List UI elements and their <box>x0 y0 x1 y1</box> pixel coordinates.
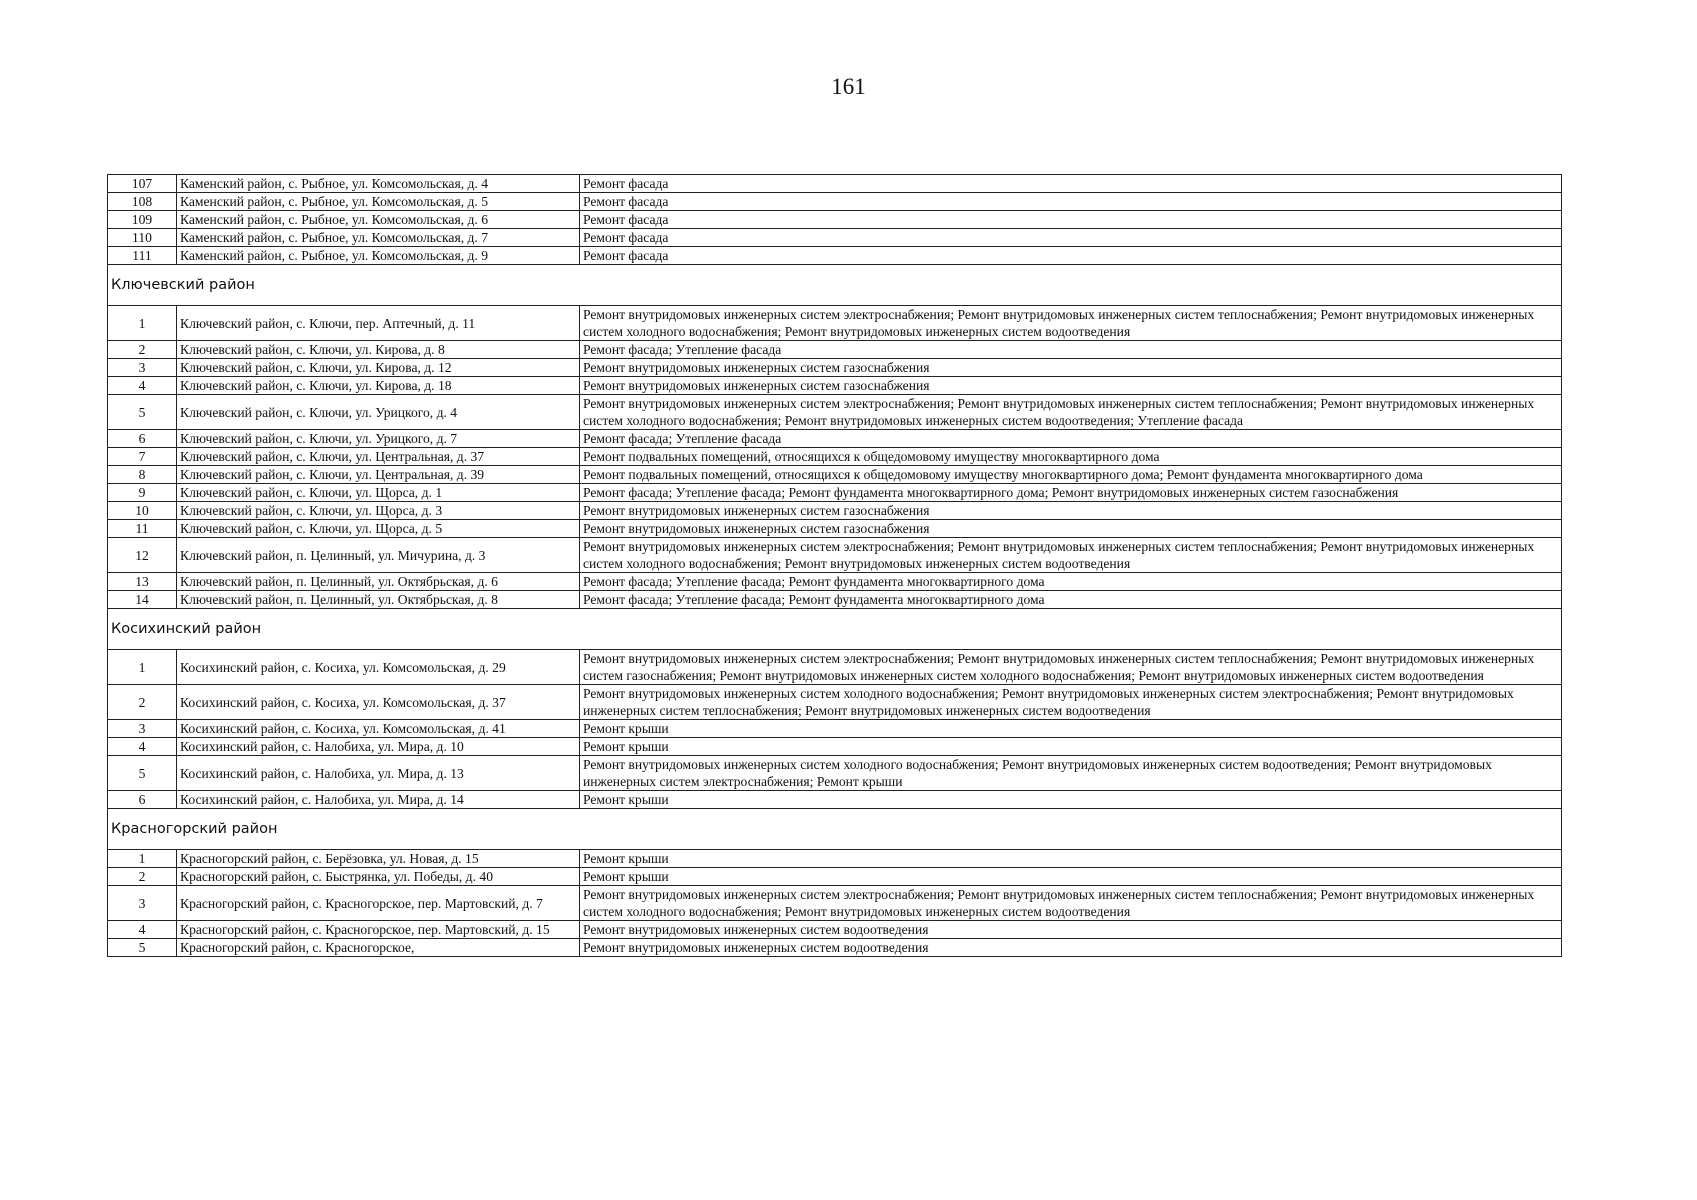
row-number: 2 <box>108 868 177 886</box>
table-row <box>108 538 1562 573</box>
row-address: Ключевский район, с. Ключи, ул. Кирова, д. 8 <box>177 341 580 359</box>
row-work-type: Ремонт фасада <box>580 211 1562 229</box>
row-number: 5 <box>108 395 177 430</box>
row-address: Ключевский район, п. Целинный, ул. Мичурина, д. 3 <box>177 538 580 573</box>
table-row <box>108 756 1562 791</box>
table-row <box>108 520 1562 538</box>
row-work-type: Ремонт крыши <box>580 868 1562 886</box>
row-address: Каменский район, с. Рыбное, ул. Комсомольская, д. 9 <box>177 247 580 265</box>
row-work-type: Ремонт крыши <box>580 791 1562 809</box>
row-number: 1 <box>108 850 177 868</box>
table-row <box>108 573 1562 591</box>
table-row <box>108 175 1562 193</box>
row-number: 1 <box>108 650 177 685</box>
row-number: 2 <box>108 685 177 720</box>
row-address: Косихинский район, с. Косиха, ул. Комсомольская, д. 29 <box>177 650 580 685</box>
row-work-type: Ремонт внутридомовых инженерных систем газоснабжения <box>580 502 1562 520</box>
row-number: 2 <box>108 341 177 359</box>
district-title: Красногорский район <box>108 809 1562 850</box>
table-row <box>108 791 1562 809</box>
row-number: 12 <box>108 538 177 573</box>
row-address: Красногорский район, с. Красногорское, пер. Мартовский, д. 15 <box>177 921 580 939</box>
row-address: Каменский район, с. Рыбное, ул. Комсомольская, д. 5 <box>177 193 580 211</box>
row-work-type: Ремонт фасада; Утепление фасада <box>580 430 1562 448</box>
row-address: Ключевский район, с. Ключи, ул. Центральная, д. 37 <box>177 448 580 466</box>
district-header-row <box>108 609 1562 650</box>
row-number: 8 <box>108 466 177 484</box>
table-row <box>108 229 1562 247</box>
row-work-type: Ремонт подвальных помещений, относящихся к общедомовому имуществу многоквартирного дома; Ремонт фундамента многоквартирного дома <box>580 466 1562 484</box>
row-work-type: Ремонт фасада; Утепление фасада <box>580 341 1562 359</box>
row-work-type: Ремонт внутридомовых инженерных систем водоотведения <box>580 921 1562 939</box>
row-work-type: Ремонт крыши <box>580 720 1562 738</box>
row-address: Ключевский район, с. Ключи, ул. Кирова, д. 12 <box>177 359 580 377</box>
table-row <box>108 921 1562 939</box>
table-row <box>108 306 1562 341</box>
row-address: Косихинский район, с. Налобиха, ул. Мира, д. 10 <box>177 738 580 756</box>
row-work-type: Ремонт фасада <box>580 193 1562 211</box>
table-row <box>108 341 1562 359</box>
table-row <box>108 430 1562 448</box>
table-row <box>108 466 1562 484</box>
row-address: Ключевский район, с. Ключи, ул. Щорса, д. 5 <box>177 520 580 538</box>
row-work-type: Ремонт внутридомовых инженерных систем водоотведения <box>580 939 1562 957</box>
district-title: Ключевский район <box>108 265 1562 306</box>
row-work-type: Ремонт внутридомовых инженерных систем электроснабжения; Ремонт внутридомовых инженерных систем теплоснабжения; Ремонт внутридомовых инженерных систем холодного водоснабжения; Ремонт внутридомовых инженерных систем водоотведения <box>580 538 1562 573</box>
row-address: Каменский район, с. Рыбное, ул. Комсомольская, д. 6 <box>177 211 580 229</box>
district-header-row <box>108 809 1562 850</box>
table-row <box>108 720 1562 738</box>
row-work-type: Ремонт фасада; Утепление фасада; Ремонт фундамента многоквартирного дома <box>580 591 1562 609</box>
row-address: Каменский район, с. Рыбное, ул. Комсомольская, д. 7 <box>177 229 580 247</box>
row-address: Ключевский район, с. Ключи, ул. Центральная, д. 39 <box>177 466 580 484</box>
row-number: 107 <box>108 175 177 193</box>
row-address: Косихинский район, с. Косиха, ул. Комсомольская, д. 41 <box>177 720 580 738</box>
table-row <box>108 193 1562 211</box>
row-number: 6 <box>108 430 177 448</box>
row-work-type: Ремонт внутридомовых инженерных систем электроснабжения; Ремонт внутридомовых инженерных систем теплоснабжения; Ремонт внутридомовых инженерных систем холодного водоснабжения; Ремонт внутридомовых инженерных систем водоотведения; Утепление фасада <box>580 395 1562 430</box>
row-address: Красногорский район, с. Берёзовка, ул. Новая, д. 15 <box>177 850 580 868</box>
row-work-type: Ремонт внутридомовых инженерных систем газоснабжения <box>580 520 1562 538</box>
table-row <box>108 886 1562 921</box>
row-address: Ключевский район, с. Ключи, ул. Урицкого, д. 7 <box>177 430 580 448</box>
table-row <box>108 395 1562 430</box>
row-number: 5 <box>108 939 177 957</box>
row-work-type: Ремонт фасада <box>580 229 1562 247</box>
page-number: 161 <box>831 74 866 99</box>
row-address: Ключевский район, с. Ключи, ул. Щорса, д. 1 <box>177 484 580 502</box>
row-number: 3 <box>108 886 177 921</box>
table-row <box>108 359 1562 377</box>
table-row <box>108 448 1562 466</box>
row-number: 1 <box>108 306 177 341</box>
row-work-type: Ремонт внутридомовых инженерных систем газоснабжения <box>580 377 1562 395</box>
district-title: Косихинский район <box>108 609 1562 650</box>
row-work-type: Ремонт внутридомовых инженерных систем электроснабжения; Ремонт внутридомовых инженерных систем теплоснабжения; Ремонт внутридомовых инженерных систем газоснабжения; Ремонт внутридомовых инженерных систем холодного водоснабжения; Ремонт внутридомовых инженерных систем водоотведения <box>580 650 1562 685</box>
row-number: 3 <box>108 359 177 377</box>
row-work-type: Ремонт внутридомовых инженерных систем холодного водоснабжения; Ремонт внутридомовых инженерных систем электроснабжения; Ремонт внутридомовых инженерных систем теплоснабжения; Ремонт внутридомовых инженерных систем водоотведения <box>580 685 1562 720</box>
row-work-type: Ремонт внутридомовых инженерных систем холодного водоснабжения; Ремонт внутридомовых инженерных систем водоотведения; Ремонт внутридомовых инженерных систем электроснабжения; Ремонт крыши <box>580 756 1562 791</box>
row-work-type: Ремонт внутридомовых инженерных систем электроснабжения; Ремонт внутридомовых инженерных систем теплоснабжения; Ремонт внутридомовых инженерных систем холодного водоснабжения; Ремонт внутридомовых инженерных систем водоотведения <box>580 306 1562 341</box>
row-address: Ключевский район, с. Ключи, ул. Щорса, д. 3 <box>177 502 580 520</box>
table-row <box>108 591 1562 609</box>
row-number: 4 <box>108 377 177 395</box>
row-address: Ключевский район, с. Ключи, пер. Аптечный, д. 11 <box>177 306 580 341</box>
district-header-row <box>108 265 1562 306</box>
row-address: Косихинский район, с. Налобиха, ул. Мира, д. 13 <box>177 756 580 791</box>
repair-register-table <box>107 174 1562 957</box>
table-row <box>108 650 1562 685</box>
table-row <box>108 377 1562 395</box>
table-row <box>108 738 1562 756</box>
register-body <box>108 175 1562 957</box>
row-address: Красногорский район, с. Красногорское, <box>177 939 580 957</box>
row-number: 13 <box>108 573 177 591</box>
row-address: Красногорский район, с. Красногорское, пер. Мартовский, д. 7 <box>177 886 580 921</box>
row-number: 111 <box>108 247 177 265</box>
row-work-type: Ремонт фасада <box>580 247 1562 265</box>
row-work-type: Ремонт фасада <box>580 175 1562 193</box>
table-row <box>108 685 1562 720</box>
row-number: 109 <box>108 211 177 229</box>
row-number: 4 <box>108 921 177 939</box>
row-work-type: Ремонт крыши <box>580 850 1562 868</box>
row-work-type: Ремонт фасада; Утепление фасада; Ремонт фундамента многоквартирного дома; Ремонт внутридомовых инженерных систем газоснабжения <box>580 484 1562 502</box>
row-number: 9 <box>108 484 177 502</box>
row-work-type: Ремонт внутридомовых инженерных систем электроснабжения; Ремонт внутридомовых инженерных систем теплоснабжения; Ремонт внутридомовых инженерных систем холодного водоснабжения; Ремонт внутридомовых инженерных систем водоотведения <box>580 886 1562 921</box>
table-row <box>108 247 1562 265</box>
row-address: Ключевский район, с. Ключи, ул. Урицкого, д. 4 <box>177 395 580 430</box>
row-address: Красногорский район, с. Быстрянка, ул. Победы, д. 40 <box>177 868 580 886</box>
row-number: 3 <box>108 720 177 738</box>
table-row <box>108 939 1562 957</box>
row-address: Ключевский район, п. Целинный, ул. Октябрьская, д. 6 <box>177 573 580 591</box>
row-number: 10 <box>108 502 177 520</box>
row-work-type: Ремонт фасада; Утепление фасада; Ремонт фундамента многоквартирного дома <box>580 573 1562 591</box>
row-number: 14 <box>108 591 177 609</box>
table-row <box>108 868 1562 886</box>
row-number: 4 <box>108 738 177 756</box>
row-number: 108 <box>108 193 177 211</box>
row-number: 11 <box>108 520 177 538</box>
table-row <box>108 211 1562 229</box>
table-row <box>108 850 1562 868</box>
row-work-type: Ремонт крыши <box>580 738 1562 756</box>
row-address: Косихинский район, с. Налобиха, ул. Мира, д. 14 <box>177 791 580 809</box>
table-row <box>108 502 1562 520</box>
row-number: 110 <box>108 229 177 247</box>
row-work-type: Ремонт подвальных помещений, относящихся к общедомовому имуществу многоквартирного дома <box>580 448 1562 466</box>
table-row <box>108 484 1562 502</box>
row-address: Ключевский район, с. Ключи, ул. Кирова, д. 18 <box>177 377 580 395</box>
row-number: 6 <box>108 791 177 809</box>
row-address: Ключевский район, п. Целинный, ул. Октябрьская, д. 8 <box>177 591 580 609</box>
row-number: 7 <box>108 448 177 466</box>
row-address: Косихинский район, с. Косиха, ул. Комсомольская, д. 37 <box>177 685 580 720</box>
row-work-type: Ремонт внутридомовых инженерных систем газоснабжения <box>580 359 1562 377</box>
row-address: Каменский район, с. Рыбное, ул. Комсомольская, д. 4 <box>177 175 580 193</box>
row-number: 5 <box>108 756 177 791</box>
